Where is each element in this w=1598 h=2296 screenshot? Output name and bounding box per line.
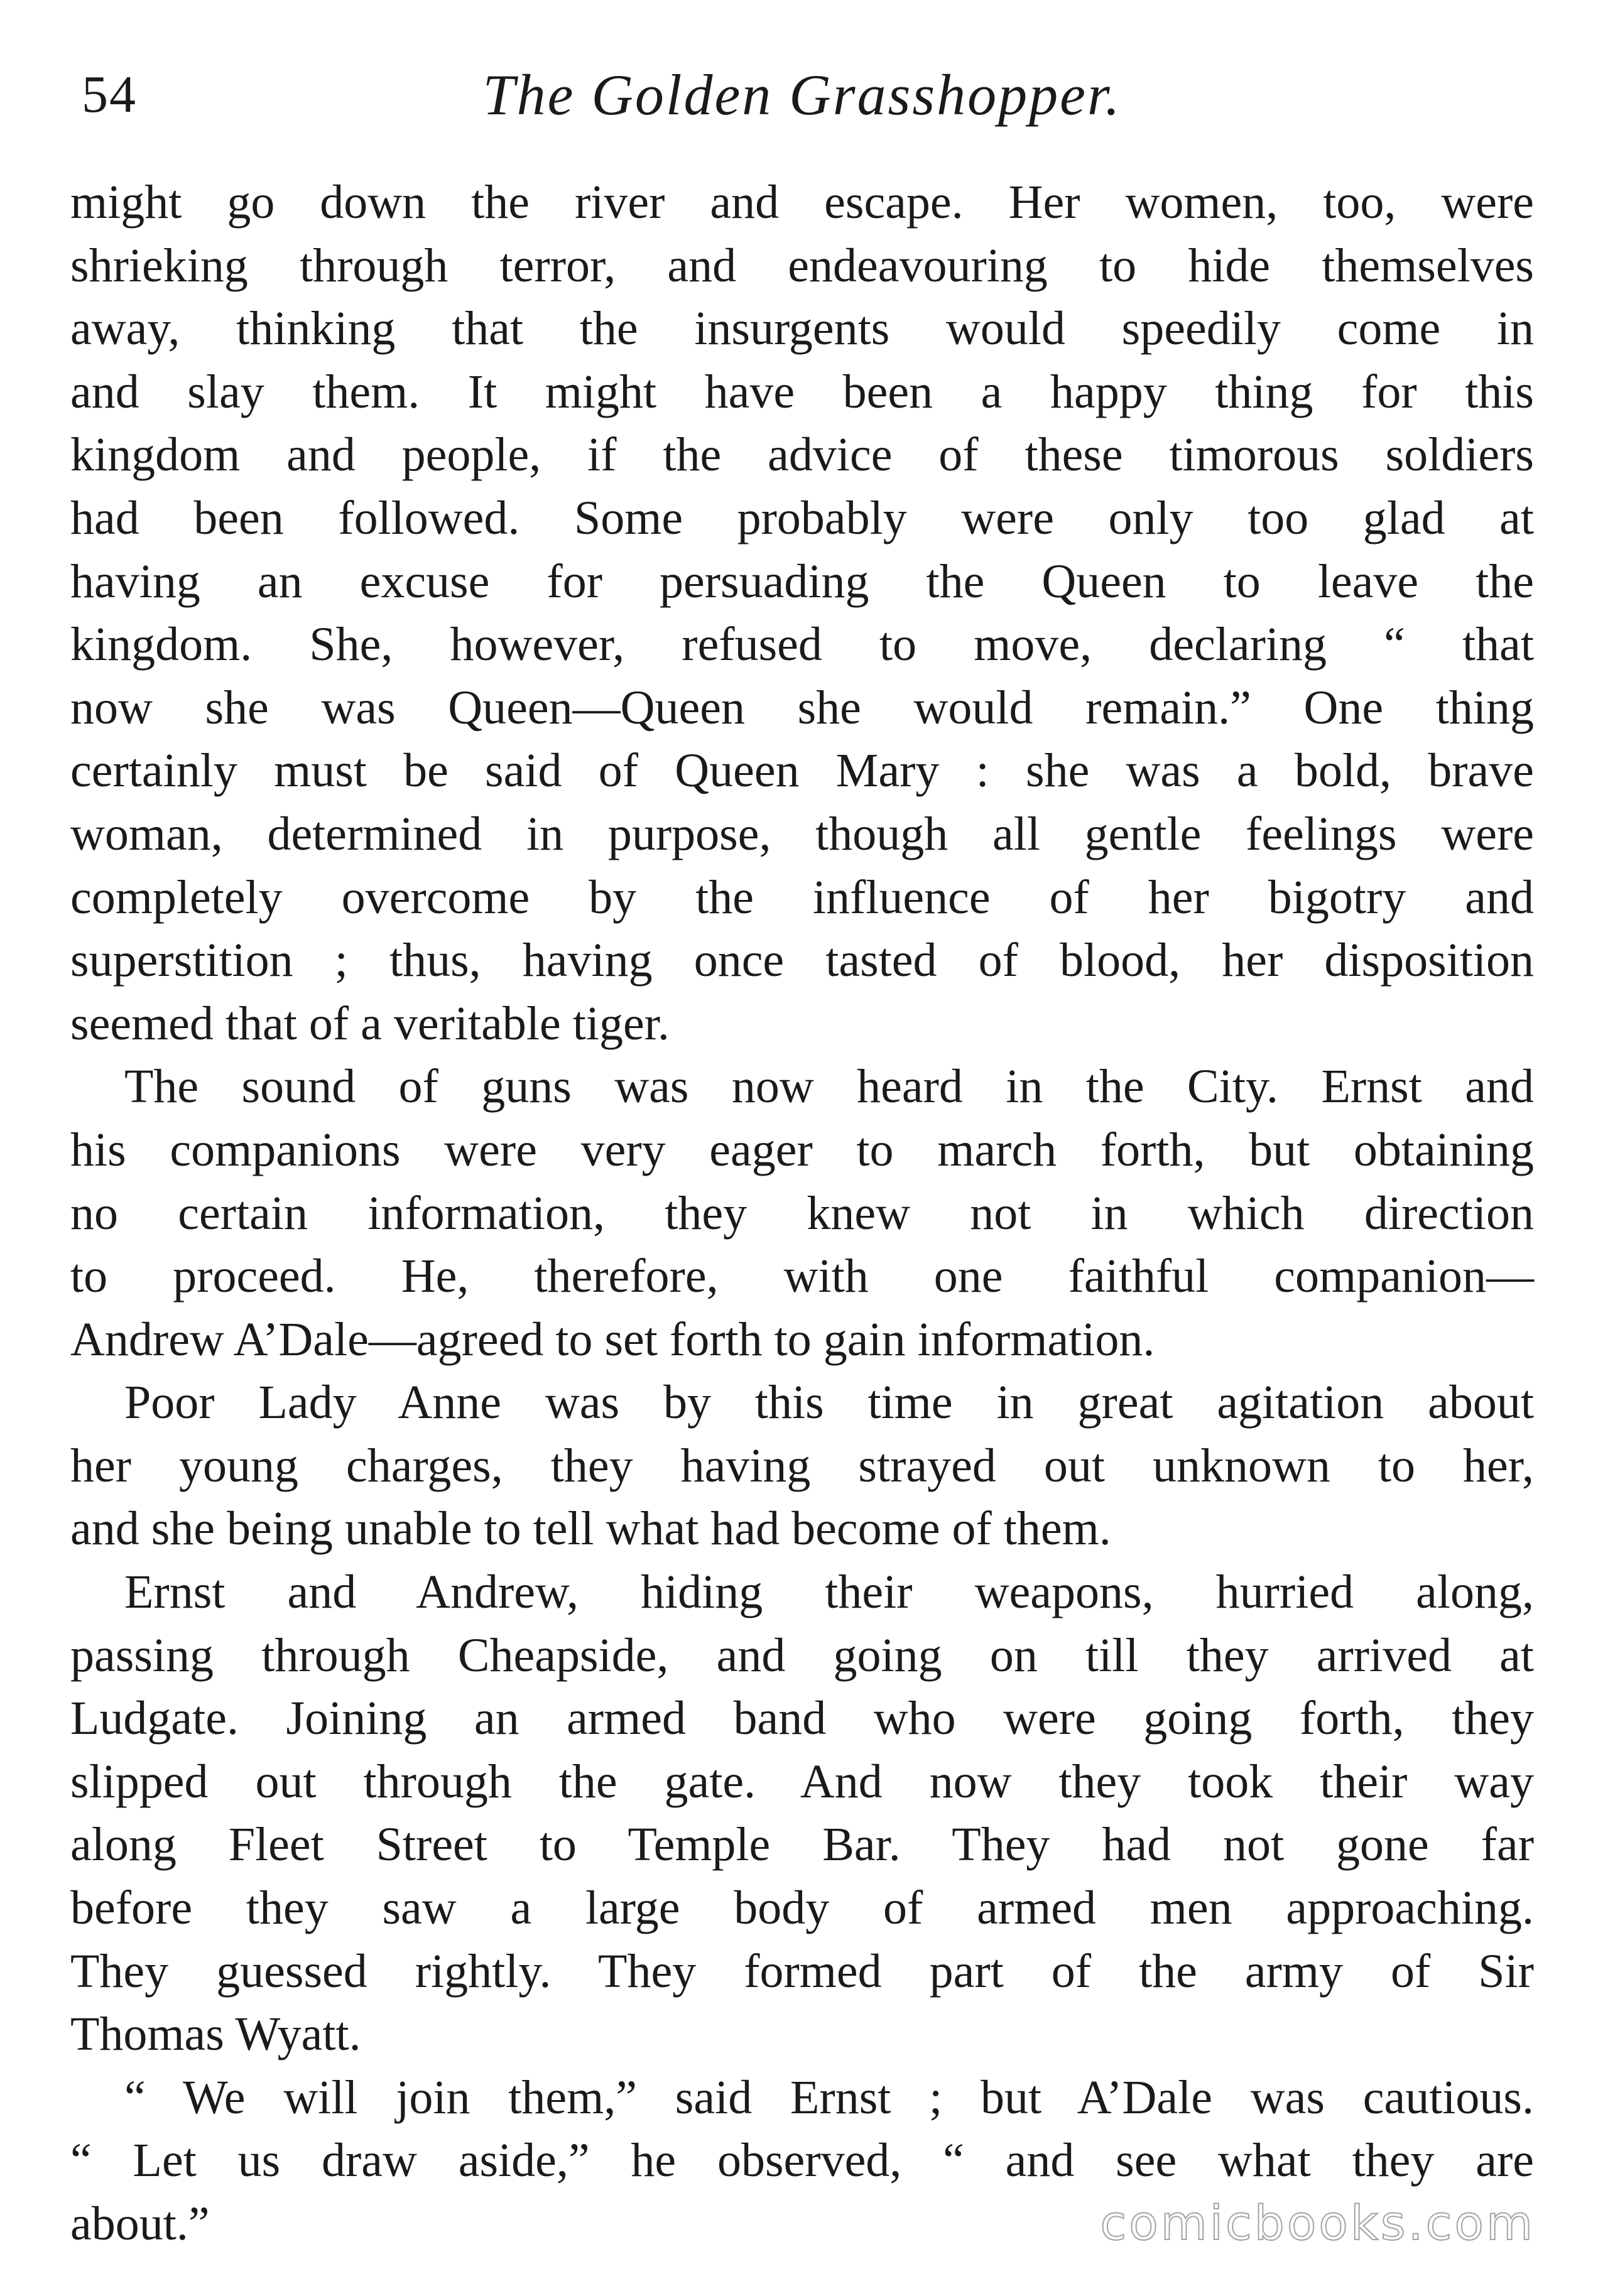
text-line: no certain information, they knew not in which direction xyxy=(70,1186,1534,1240)
text-line: along Fleet Street to Temple Bar. They had not gone far xyxy=(70,1818,1534,1871)
text-line: about.” xyxy=(70,2197,210,2250)
text-line: before they saw a large body of armed men approaching. xyxy=(70,1882,1534,1935)
text-line: her young charges, they having strayed out unknown to her, xyxy=(70,1439,1534,1492)
text-line: superstition ; thus, having once tasted of blood, her disposition xyxy=(70,934,1534,987)
text-line: kingdom and people, if the advice of these timorous soldiers xyxy=(70,428,1534,482)
text-line: passing through Cheapside, and going on till they arrived at xyxy=(70,1628,1534,1682)
text-line: to proceed. He, therefore, with one faithful companion— xyxy=(70,1250,1534,1303)
text-line: seemed that of a veritable tiger. xyxy=(70,997,670,1050)
paragraph-first-line: The sound of guns was now heard in the City. Ernst and xyxy=(124,1060,1534,1113)
text-line: having an excuse for persuading the Queen to leave the xyxy=(70,555,1534,608)
text-line: his companions were very eager to march forth, but obtaining xyxy=(70,1123,1534,1176)
text-line: away, thinking that the insurgents would speedily come in xyxy=(70,302,1534,355)
text-line: slipped out through the gate. And now they took their way xyxy=(70,1755,1534,1808)
page-number: 54 xyxy=(82,65,137,124)
text-line: shrieking through terror, and endeavouring to hide themselves xyxy=(70,239,1534,292)
text-line: They guessed rightly. They formed part of the army of Sir xyxy=(70,1944,1534,1998)
text-line: might go down the river and escape. Her women, too, were xyxy=(70,176,1534,229)
paragraph-first-line: “ We will join them,” said Ernst ; but A’Dale was cautious. xyxy=(124,2071,1534,2124)
text-line: Thomas Wyatt. xyxy=(70,2008,361,2061)
text-line: “ Let us draw aside,” he observed, “ and see what they are xyxy=(70,2134,1534,2187)
text-line: had been followed. Some probably were only too glad at xyxy=(70,491,1534,544)
running-title: The Golden Grasshopper. xyxy=(482,63,1122,127)
text-line: completely overcome by the influence of her bigotry and xyxy=(70,870,1534,924)
page-header xyxy=(70,60,1534,136)
text-line: certainly must be said of Queen Mary : she was a bold, brave xyxy=(70,744,1534,798)
paragraph-first-line: Ernst and Andrew, hiding their weapons, hurried along, xyxy=(124,1566,1534,1619)
text-line: Andrew A’Dale—agreed to set forth to gain information. xyxy=(70,1313,1155,1366)
body-text xyxy=(70,171,1534,2256)
text-line: now she was Queen—Queen she would remain.” One thing xyxy=(70,681,1534,734)
watermark: comicbooks.com xyxy=(1100,2195,1535,2251)
text-line: Ludgate. Joining an armed band who were going forth, they xyxy=(70,1692,1534,1745)
text-line: woman, determined in purpose, though all gentle feelings were xyxy=(70,807,1534,860)
text-line: and slay them. It might have been a happy thing for this xyxy=(70,365,1534,418)
text-line: kingdom. She, however, refused to move, declaring “ that xyxy=(70,618,1534,671)
paragraph-first-line: Poor Lady Anne was by this time in great agitation about xyxy=(124,1376,1534,1429)
text-line: and she being unable to tell what had become of them. xyxy=(70,1502,1111,1556)
